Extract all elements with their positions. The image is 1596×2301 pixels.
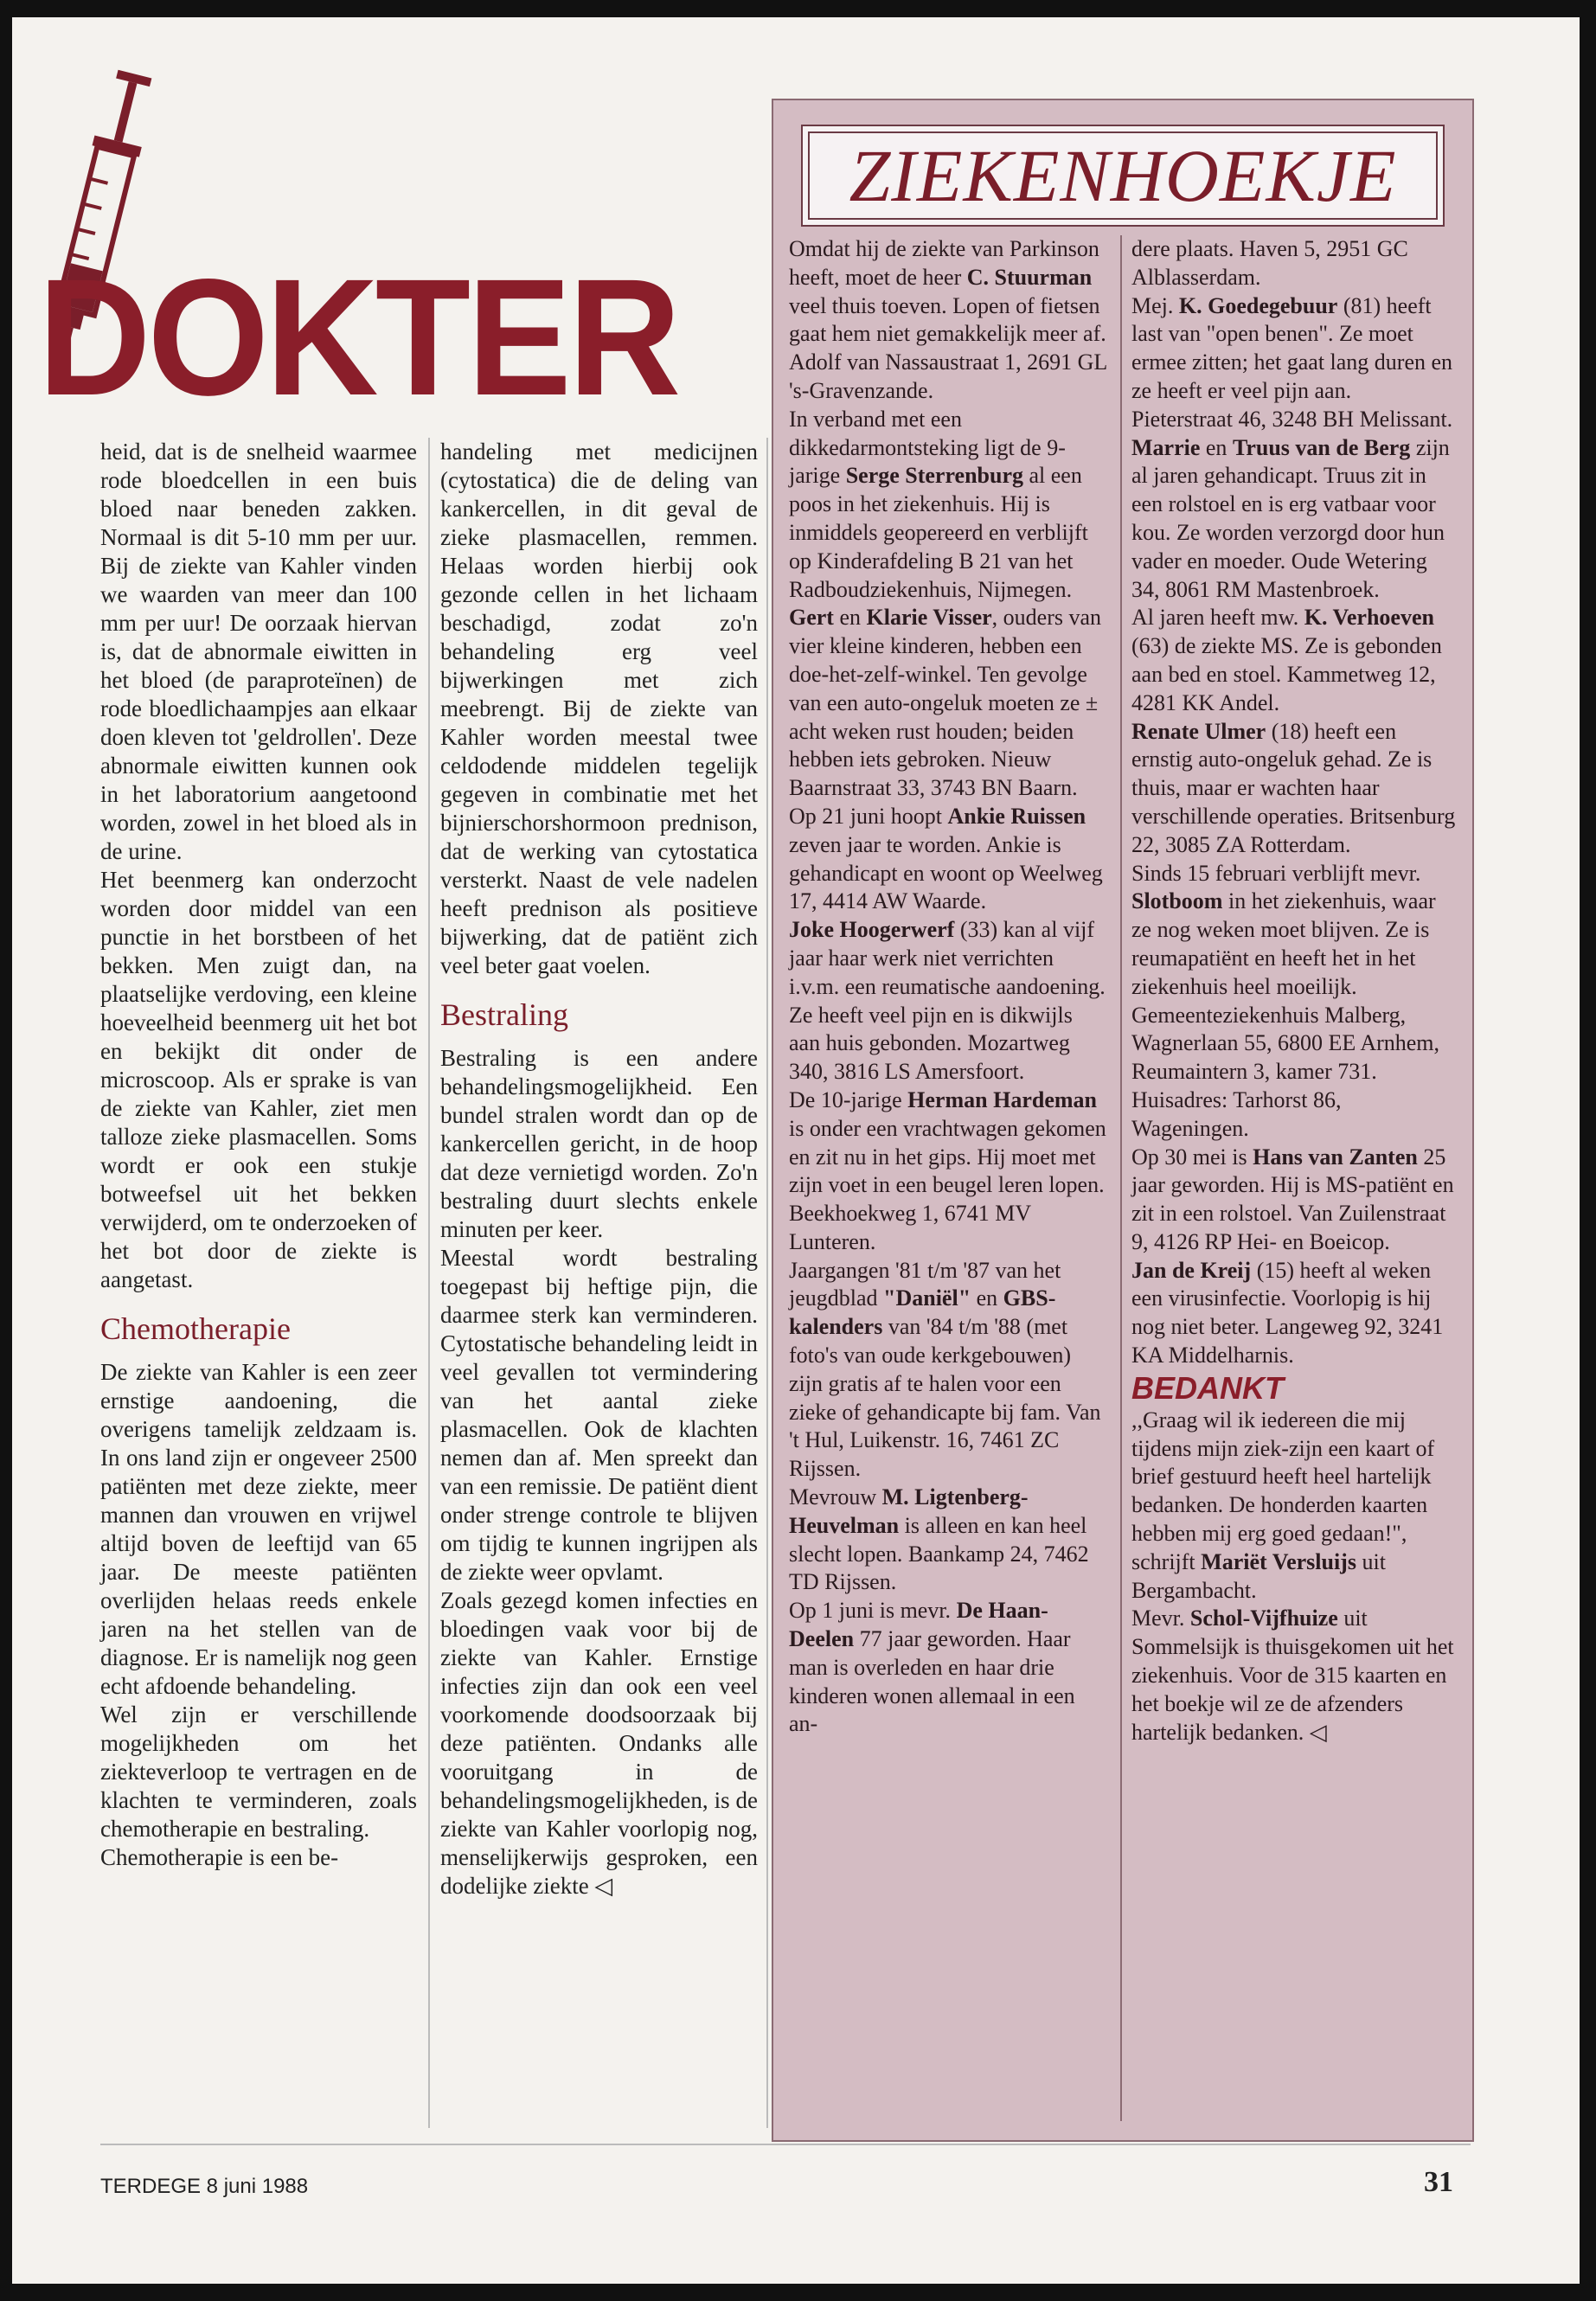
- entry-text: veel thuis toeven. Lopen of fietsen gaat hem niet gemakkelijk meer af. Adolf van Nassaustraat 1, 2691 GL 's-Gravenzande.: [789, 292, 1107, 403]
- ziekenhoekje-title: ZIEKENHOEKJE: [849, 134, 1397, 217]
- entry-text: ,,Graag wil ik iedereen die mij tijdens mijn ziek-zijn een kaart of brief gestuurd heeft heel hartelijk bedanken. De honderden kaarten hebben mij erg goed gedaan!", schrijft: [1131, 1407, 1435, 1574]
- article-paragraph: Zoals gezegd komen infecties en bloedingen vaak voor bij de ziekte van Kahler. Ernstige infecties zijn dan ook een veel voorkomende doodsoorzaak bij deze patiënten. Ondanks alle vooruitgang in de behandelingsmogelijkheden, is de ziekte van Kahler voorlopig nog, menselijkerwijs gesproken, een dodelijke ziekte ◁: [440, 1587, 758, 1899]
- entry-text: uit Bergambacht.: [1131, 1548, 1386, 1603]
- list-item: [789, 1086, 1109, 1257]
- person-name: Klarie Visser: [866, 605, 992, 631]
- article-column-1: [100, 438, 417, 1872]
- entry-text: is alleen en kan heel slecht lopen. Baankamp 24, 7462 TD Rijssen.: [789, 1512, 1089, 1595]
- article-paragraph: Bestraling is een andere behandelingsmogelijkheid. Een bundel stralen wordt dan op de kankercellen gericht, in de hoop dat deze vernietigd worden. Zo'n bestraling duurt slechts enkele minuten per keer.: [440, 1045, 758, 1242]
- person-name: Serge Sterrenburg: [845, 463, 1023, 489]
- list-item: [1131, 860, 1457, 1144]
- entry-text: is onder een vrachtwagen gekomen en zit nu in het gips. Hij moet met zijn voet in een beugel leren lopen. Beekhoekweg 1, 6741 MV Lunteren.: [789, 1115, 1106, 1254]
- list-item: [789, 803, 1109, 916]
- entry-text: 77 jaar geworden. Haar man is overleden en haar drie kinderen wonen allemaal in een an-: [789, 1626, 1075, 1737]
- entry-text: Mej.: [1131, 292, 1179, 318]
- section-heading-chemotherapie: Chemotherapie: [100, 1311, 291, 1346]
- entry-text: Sinds 15 februari verblijft mevr.: [1131, 860, 1421, 886]
- entry-text: Omdat hij de ziekte van Parkinson heeft, moet de heer: [789, 236, 1099, 290]
- article-paragraph: Meestal wordt bestraling toegepast bij heftige pijn, die daarmee sterk kan verminderen. Cytostatische behandeling leidt in veel gevallen tot vermindering van het aantal zieke plasmacellen. Ook de klachten nemen dan af. Men spreekt dan van een remissie. De patiënt dient onder strenge controle te blijven om tijdig te kunnen ingrijpen als de ziekte weer opvlamt.: [440, 1245, 758, 1585]
- person-name: Gert: [789, 605, 834, 631]
- person-name: Herman Hardeman: [907, 1086, 1097, 1112]
- entry-text: en: [971, 1285, 1003, 1311]
- entry-text: al een poos in het ziekenhuis. Hij is inmiddels geopereerd en verblijft op Kinderafdeling B 21 van het Radboudziekenhuis, Nijmegen.: [789, 463, 1088, 602]
- person-name: C. Stuurman: [966, 264, 1093, 290]
- entry-text: Op 21 juni hoopt: [789, 803, 948, 829]
- page-number: 31: [1424, 2166, 1453, 2198]
- entry-text: en: [1200, 434, 1233, 460]
- entry-text: in het ziekenhuis, waar ze nog weken moet blijven. Ze is reumapatiënt en heeft het in het ziekenhuis heel moeilijk. Gemeenteziekenhuis Malberg, Wagnerlaan 55, 6800 EE Arnhem, Reumaintern 3, kamer 731. Huisadres: Tarhorst 86, Wageningen.: [1131, 888, 1440, 1141]
- person-name: Ankie Ruissen: [947, 803, 1086, 829]
- entry-text: (15) heeft al weken een virusinfectie. Voorlopig is hij nog niet beter. Langeweg 92, 3241 KA Middelharnis.: [1131, 1257, 1444, 1368]
- entry-text: van '84 t/m '88 (met foto's van oude kerkgebouwen) zijn gratis af te halen voor een zieke of gehandicapte bij fam. Van 't Hul, Luikenstr. 16, 7461 ZC Rijssen.: [789, 1314, 1101, 1482]
- footer-rule: [100, 2144, 1471, 2145]
- person-name: Mariët Versluijs: [1201, 1548, 1356, 1574]
- ziekenhoekje-column-1: [789, 235, 1109, 1739]
- list-item: [1131, 235, 1457, 292]
- list-item: [1131, 434, 1457, 605]
- bedankt-heading: BEDANKT: [1131, 1369, 1284, 1406]
- entry-text: Jaargangen '81 t/m '87 van het jeugdblad: [789, 1257, 1061, 1311]
- person-name: Hans van Zanten: [1253, 1144, 1418, 1170]
- person-name: Marrie: [1131, 434, 1201, 460]
- person-name: De Haan-Deelen: [789, 1598, 1048, 1652]
- ziekenhoekje-column-2: [1131, 235, 1457, 1747]
- entry-text: (81) heeft last van "open benen". Ze moet ermee zitten; het gaat lang duren en ze heeft er veel pijn aan. Pieterstraat 46, 3248 BH Melissant.: [1131, 292, 1453, 432]
- entry-text: (33) kan al vijf jaar haar werk niet verrichten i.v.m. een reumatische aandoening. Ze heeft veel pijn en is dikwijls aan huis gebonden. Mozartweg 340, 3816 LS Amersfoort.: [789, 917, 1106, 1085]
- article-paragraph: Chemotherapie is een be-: [100, 1844, 339, 1870]
- list-item: [1131, 718, 1457, 860]
- list-item: [789, 235, 1109, 406]
- person-name: Joke Hoogerwerf: [789, 917, 955, 943]
- entry-text: Op 1 juni is mevr.: [789, 1598, 957, 1624]
- person-name: K. Verhoeven: [1304, 605, 1434, 631]
- list-item: [789, 604, 1109, 803]
- entry-text: Al jaren heeft mw.: [1131, 605, 1304, 631]
- ziekenhoekje-title-frame: [801, 125, 1445, 227]
- entry-text: (18) heeft een ernstig auto-ongeluk gehad. Ze is thuis, maar er wachten haar verschillende operaties. Britsenburg 22, 3085 ZA Rotterdam.: [1131, 718, 1456, 857]
- person-name: Schol-Vijfhuize: [1189, 1606, 1338, 1631]
- list-item: [789, 916, 1109, 1086]
- entry-text: De 10-jarige: [789, 1086, 908, 1112]
- entry-text: In verband met een dikkedarmontsteking ligt de 9-jarige: [789, 406, 1066, 489]
- article-paragraph: De ziekte van Kahler is een zeer ernstige aandoening, die overigens tamelijk zeldzaam is. In ons land zijn er ongeveer 2500 patiënten met deze ziekte, meer mannen dan vrouwen en vrijwel altijd boven de leeftijd van 65 jaar. De meeste patiënten overlijden helaas reeds enkele jaren na het stellen van de diagnose. Er is namelijk nog geen echt afdoende behandeling.: [100, 1359, 417, 1699]
- person-name: Slotboom: [1131, 888, 1223, 914]
- entry-text: 25 jaar geworden. Hij is MS-patiënt en zit in een rolstoel. Van Zuilenstraat 9, 4126 RP Hei- en Boeicop.: [1131, 1144, 1454, 1254]
- entry-text: zijn al jaren gehandicapt. Truus zit in een rolstoel en is erg vatbaar voor kou. Ze worden verzorgd door hun vader en moeder. Oude Wetering 34, 8061 RM Mastenbroek.: [1131, 434, 1450, 602]
- person-name: K. Goedegebuur: [1178, 292, 1338, 318]
- person-name: Jan de Kreij: [1131, 1257, 1252, 1283]
- entry-text: , ouders van vier kleine kinderen, hebben een doe-het-zelf-winkel. Ten gevolge van een auto-ongeluk moeten ze ± acht weken rust houden; beiden hebben iets gebroken. Nieuw Baarnstraat 33, 3743 BN Baarn.: [789, 605, 1102, 801]
- list-item: [1131, 1407, 1457, 1606]
- footer-publication: TERDEGE 8 juni 1988: [100, 2175, 309, 2198]
- list-item: [1131, 1605, 1457, 1747]
- entry-text: Op 30 mei is: [1131, 1144, 1253, 1170]
- article-paragraph: Het beenmerg kan onderzocht worden door middel van een punctie in het borstbeen of het bekken. Men zuigt dan, na plaatselijke verdoving, een kleine hoeveelheid beenmerg uit het bot en bekijkt dit onder de microscoop. Als er sprake is van de ziekte van Kahler, ziet men talloze zieke plasmacellen. Soms wordt er ook een stukje botweefsel uit het bekken verwijderd, om te onderzoeken of het bot door de ziekte is aangetast.: [100, 867, 417, 1292]
- column-divider: [428, 438, 430, 2128]
- column-divider: [766, 438, 768, 2128]
- person-name: M. Ligtenberg-Heuvelman: [789, 1484, 1029, 1538]
- article-column-2: [440, 438, 758, 1900]
- box-column-divider: [1120, 235, 1122, 2121]
- article-paragraph: handeling met medicijnen (cytostatica) die de deling van kankercellen, in dit geval de zieke plasmacellen, remmen. Helaas worden hierbij ook gezonde cellen in het lichaam beschadigd, zodat zo'n behandeling erg veel bijwerkingen met zich meebrengt. Bij de ziekte van Kahler worden meestal twee celdodende middelen tegelijk gegeven in combinatie met het bijnierschorshormoon prednison, dat de werking van cytostatica versterkt. Naast de vele nadelen heeft prednison als positieve bijwerking, dat de patiënt zich veel beter gaat voelen.: [440, 439, 758, 978]
- article-paragraph: heid, dat is de snelheid waarmee rode bloedcellen in een buis bloed naar beneden zakken. Normaal is dit 5-10 mm per uur. Bij de ziekte van Kahler vinden we waarden van meer dan 100 mm per uur! De oorzaak hiervan is, dat de abnormale eiwitten in het bloed (de paraproteïnen) de rode bloedlichaampjes aan elkaar doen kleven tot 'geldrollen'. Deze abnormale eiwitten kunnen ook in het laboratorium aangetoond worden, zowel in het bloed als in de urine.: [100, 439, 417, 864]
- entry-text: (63) de ziekte MS. Ze is gebonden aan bed en stoel. Kammetweg 12, 4281 KK Andel.: [1131, 633, 1442, 715]
- list-item: [1131, 1257, 1457, 1370]
- headline-dokter: DOKTER: [38, 244, 678, 430]
- entry-text: dere plaats. Haven 5, 2951 GC Alblasserdam.: [1131, 236, 1408, 290]
- list-item: [1131, 1144, 1457, 1257]
- entry-text: en: [833, 605, 867, 631]
- entry-text: Mevr.: [1131, 1606, 1190, 1631]
- person-name: Renate Ulmer: [1131, 718, 1266, 744]
- person-name: Truus van de Berg: [1232, 434, 1411, 460]
- entry-text: zeven jaar te worden. Ankie is gehandicapt en woont op Weelweg 17, 4414 AW Waarde.: [789, 831, 1103, 914]
- list-item: [789, 1597, 1109, 1739]
- entry-text: uit Sommelsijk is thuisgekomen uit het ziekenhuis. Voor de 315 kaarten en het boekje wil ze de afzenders hartelijk bedanken. ◁: [1131, 1606, 1454, 1745]
- person-name: GBS-kalenders: [789, 1285, 1056, 1340]
- list-item: [789, 406, 1109, 605]
- article-paragraph: Wel zijn er verschillende mogelijkheden om het ziekteverloop te vertragen en de klachten te verminderen, zoals chemotherapie en bestraling.: [100, 1702, 417, 1842]
- list-item: [1131, 604, 1457, 717]
- section-heading-bestraling: Bestraling: [440, 997, 568, 1032]
- entry-text: Mevrouw: [789, 1484, 882, 1510]
- list-item: [1131, 292, 1457, 434]
- list-item: [789, 1484, 1109, 1597]
- list-item: [789, 1257, 1109, 1484]
- person-name: "Daniël": [883, 1285, 971, 1311]
